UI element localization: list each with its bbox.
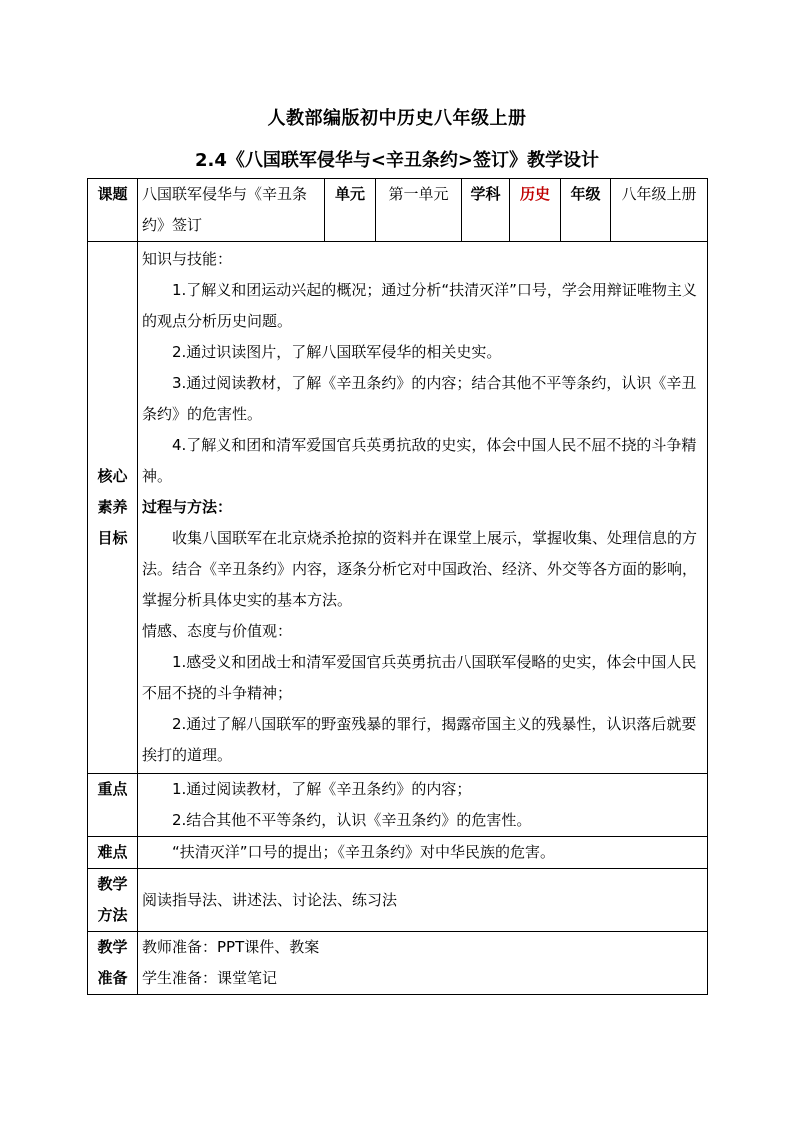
preparation-row bbox=[88, 932, 708, 995]
emotion-heading: 情感、态度与价值观： bbox=[142, 622, 293, 640]
doc-subtitle: 2.4《八国联军侵华与<辛丑条约>签订》教学设计 bbox=[194, 150, 600, 171]
teacher-prep: 教师准备：PPT课件、教案 bbox=[142, 938, 320, 956]
emotion-item: 1.感受义和团战士和清军爱国官兵英勇抗击八国联军侵略的史实，体会中国人民不屈不挠的斗争精神； bbox=[142, 653, 697, 702]
grade-value: 八年级上册 bbox=[611, 179, 708, 242]
topic-label: 课题 bbox=[88, 179, 138, 242]
doc-title: 人教部编版初中历史八年级上册 bbox=[267, 108, 527, 129]
difficulty-text: “扶清灭洋”口号的提出；《辛丑条约》对中华民族的危害。 bbox=[138, 837, 708, 869]
topic-value: 八国联军侵华与《辛丑条约》签订 bbox=[138, 179, 325, 242]
core-goals-content bbox=[138, 242, 708, 774]
grade-label: 年级 bbox=[561, 179, 611, 242]
subject-label: 学科 bbox=[462, 179, 510, 242]
emotion-item: 2.通过了解八国联军的野蛮残暴的罪行，揭露帝国主义的残暴性，认识落后就要挨打的道理。 bbox=[142, 715, 697, 764]
unit-label: 单元 bbox=[325, 179, 376, 242]
unit-value: 第一单元 bbox=[376, 179, 462, 242]
method-label: 教学 方法 bbox=[88, 869, 138, 932]
process-text: 收集八国联军在北京烧杀抢掠的资料并在课堂上展示，掌握收集、处理信息的方法。结合《辛丑条约》内容，逐条分析它对中国政治、经济、外交等各方面的影响，掌握分析具体史实的基本方法。 bbox=[142, 529, 698, 609]
preparation-label: 教学 准备 bbox=[88, 932, 138, 995]
knowledge-item: 4.了解义和团和清军爱国官兵英勇抗敌的史实，体会中国人民不屈不挠的斗争精神。 bbox=[142, 436, 697, 485]
method-row bbox=[88, 869, 708, 932]
lesson-plan-table bbox=[87, 178, 708, 995]
process-heading: 过程与方法： bbox=[142, 498, 233, 516]
method-text: 阅读指导法、讲述法、讨论法、练习法 bbox=[138, 869, 708, 932]
key-point-item: 2.结合其他不平等条约，认识《辛丑条约》的危害性。 bbox=[172, 811, 532, 829]
key-point-item: 1.通过阅读教材，了解《辛丑条约》的内容； bbox=[172, 780, 472, 798]
key-points-row bbox=[88, 774, 708, 837]
knowledge-item: 2.通过识读图片，了解八国联军侵华的相关史实。 bbox=[172, 343, 502, 361]
core-goals-label: 核心 素养 目标 bbox=[88, 242, 138, 774]
header-row bbox=[88, 179, 708, 242]
knowledge-item: 3.通过阅读教材，了解《辛丑条约》的内容；结合其他不平等条约，认识《辛丑条约》的危害性。 bbox=[142, 374, 697, 423]
key-points-label: 重点 bbox=[88, 774, 138, 837]
knowledge-heading: 知识与技能： bbox=[142, 250, 233, 268]
difficulty-label: 难点 bbox=[88, 837, 138, 869]
key-points-content bbox=[138, 774, 708, 837]
student-prep: 学生准备：课堂笔记 bbox=[142, 969, 278, 987]
difficulty-row bbox=[88, 837, 708, 869]
core-goals-row bbox=[88, 242, 708, 774]
preparation-content bbox=[138, 932, 708, 995]
subject-value: 历史 bbox=[510, 179, 561, 242]
knowledge-item: 1.了解义和团运动兴起的概况；通过分析“扶清灭洋”口号，学会用辩证唯物主义的观点分析历史问题。 bbox=[142, 281, 697, 330]
